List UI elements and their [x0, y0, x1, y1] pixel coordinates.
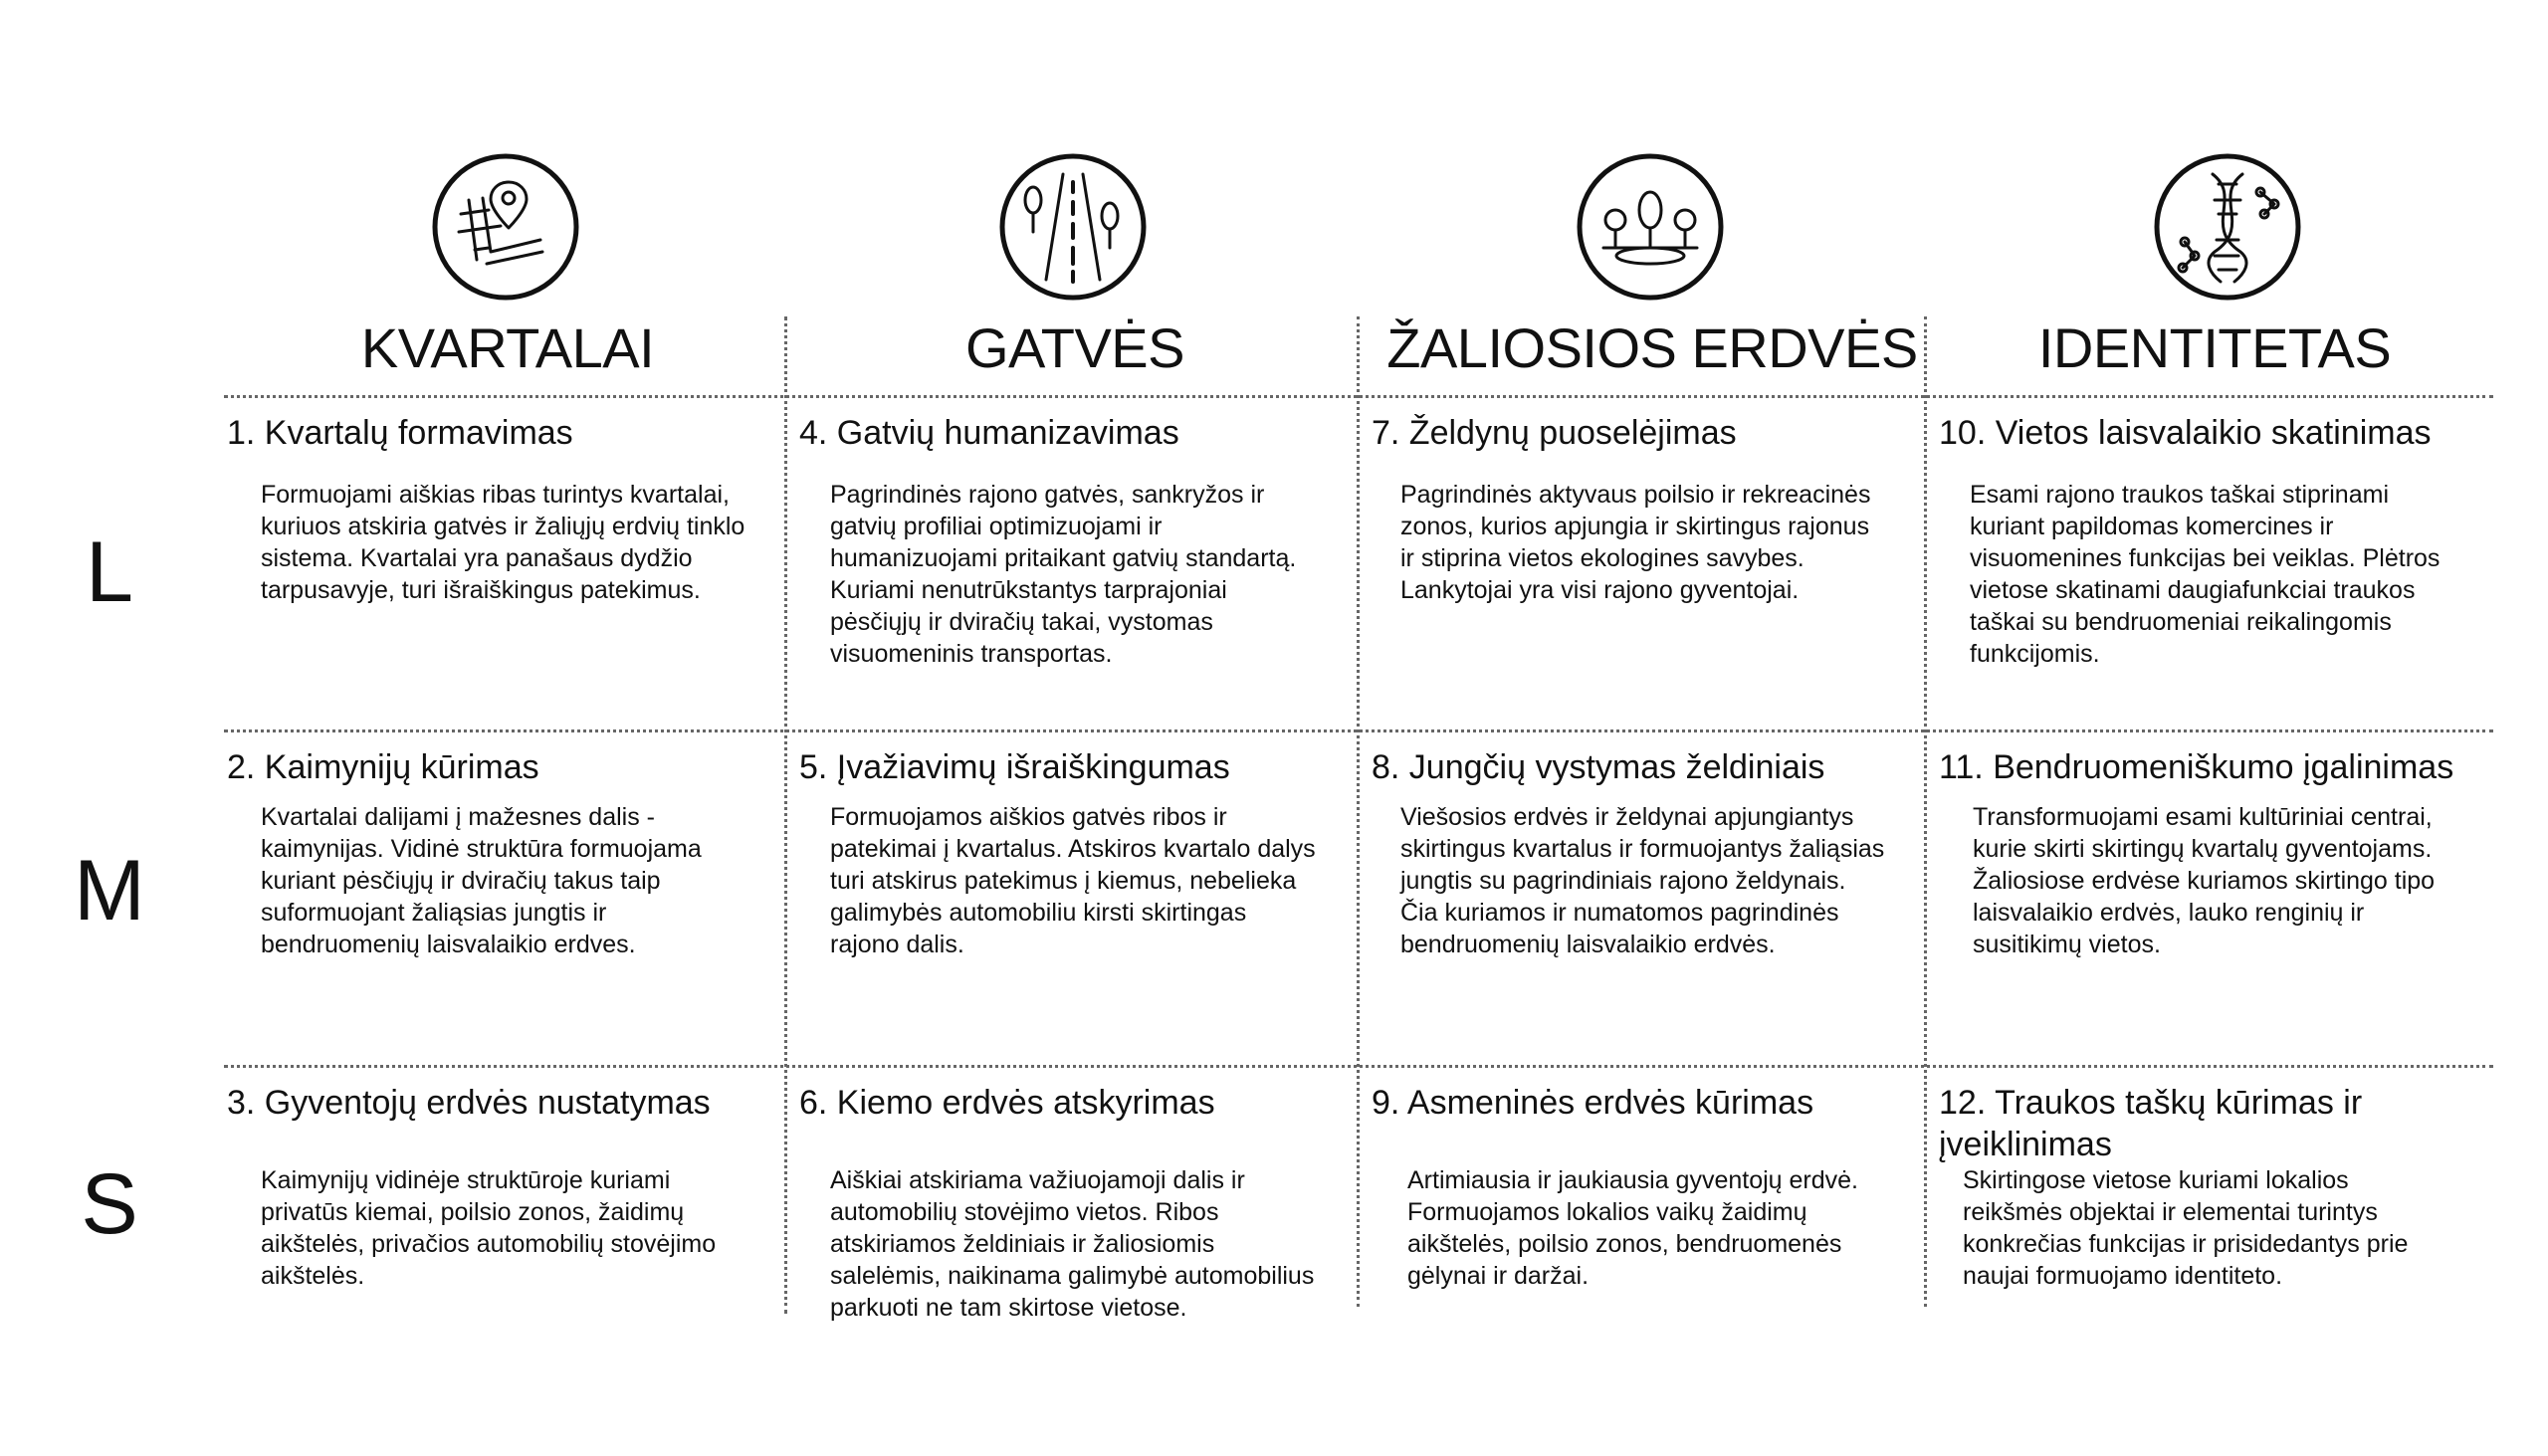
column-divider — [1924, 316, 1927, 1307]
cell-title-12: 12. Traukos taškų kūrimas ir įveiklinimas — [1939, 1084, 2363, 1163]
road-trees-icon — [998, 152, 1148, 302]
row-letter-s: S — [81, 1156, 138, 1252]
column-title-zaliosios-erdves: ŽALIOSIOS ERDVĖS — [1386, 316, 1918, 379]
cell-title-6: 6. Kiemo erdvės atskyrimas — [799, 1084, 1215, 1122]
column-title-gatves: GATVĖS — [964, 316, 1184, 379]
cell-title-3: 3. Gyventojų erdvės nustatymas — [227, 1084, 711, 1122]
cell-text-11: Transformuojami esami kultūriniai centrai, kurie skirti skirtingų kvartalų gyventojams. Žaliosiose erdvėse kuriamos skirtingo tipo laisvalaikio erdvės, lauko renginių ir susitikimų vietos. — [1973, 803, 2436, 958]
map-pin-streets-icon — [431, 152, 580, 302]
cell-text-3: Kaimynijų vidinėje struktūroje kuriami privatūs kiemai, poilsio zonos, žaidimų aikštelės, privačios automobilių stovėjimo aikštelės. — [261, 1166, 717, 1290]
cell-title-10: 10. Vietos laisvalaikio skatinimas — [1939, 414, 2432, 452]
row-divider — [224, 1065, 2493, 1068]
cell-text-4: Pagrindinės rajono gatvės, sankryžos ir gatvių profiliai optimizuojami ir humanizuojami pritaikant gatvių standartą. Kuriami nenutrūkstantys tarprajoniai pėsčiųjų ir dviračių takai, vystomas visuomeninis transportas. — [830, 481, 1297, 668]
cell-title-7: 7. Želdynų puoselėjimas — [1372, 414, 1737, 452]
cell-text-7: Pagrindinės aktyvaus poilsio ir rekreacinės zonos, kurios apjungia ir skirtingus rajonus ir stiprina vietos ekologines savybes. Lankytojai yra visi rajono gyventojai. — [1400, 481, 1871, 604]
cell-title-4: 4. Gatvių humanizavimas — [799, 414, 1179, 452]
column-divider — [1357, 316, 1360, 1307]
row-letter-m: M — [74, 843, 145, 938]
column-title-kvartalai: KVARTALAI — [360, 316, 655, 379]
cell-title-11: 11. Bendruomeniškumo įgalinimas — [1939, 748, 2454, 786]
cell-title-5: 5. Įvažiavimų išraiškingumas — [799, 748, 1230, 786]
row-letter-l: L — [86, 524, 133, 620]
cell-title-9: 9. Asmeninės erdvės kūrimas — [1372, 1084, 1814, 1122]
cell-text-8: Viešosios erdvės ir želdynai apjungiantys skirtingus kvartalus ir formuojantys žaliąsias jungtis su pagrindiniais rajono želdynais. Čia kuriamos ir numatomos pagrindinės bendruomenių laisvalaikio erdvės. — [1400, 803, 1885, 958]
column-title-identitetas: IDENTITETAS — [2037, 316, 2392, 379]
cell-title-1: 1. Kvartalų formavimas — [227, 414, 573, 452]
cell-title-2: 2. Kaimynijų kūrimas — [227, 748, 539, 786]
cell-text-1: Formuojami aiškias ribas turintys kvartalai, kuriuos atskiria gatvės ir žaliųjų erdvių tinklo sistema. Kvartalai yra panašaus dydžio tarpusavyje, turi išraiškingus patekimus. — [261, 481, 745, 604]
cell-text-12: Skirtingose vietose kuriami lokalios reikšmės objektai ir elementai turintys konkrečias funkcijas ir prisidedantys prie naujai formuojamo identiteto. — [1963, 1166, 2409, 1290]
column-divider — [784, 316, 787, 1314]
cell-text-2: Kvartalai dalijami į mažesnes dalis - kaimynijas. Vidinė struktūra formuojama kuriant pėsčiųjų ir dviračių takus taip suformuojant žaliąsias jungtis ir bendruomenių laisvalaikio erdves. — [261, 803, 702, 958]
dna-molecule-icon — [2153, 152, 2302, 302]
cell-title-8: 8. Jungčių vystymas želdiniais — [1372, 748, 1825, 786]
row-divider — [224, 395, 2493, 398]
trees-pond-icon — [1576, 152, 1725, 302]
cell-text-9: Artimiausia ir jaukiausia gyventojų erdvė. Formuojamos lokalios vaikų žaidimų aikštelės, poilsio zonos, bendruomenės gėlynai ir daržai. — [1407, 1166, 1858, 1290]
cell-text-6: Aiškiai atskiriama važiuojamoji dalis ir automobilių stovėjimo vietos. Ribos atskiriamos želdiniais ir žaliosiomis salelėmis, naikinama galimybė automobilius parkuoti ne tam skirtose vietose. — [830, 1166, 1315, 1322]
cell-text-5: Formuojamos aiškios gatvės ribos ir patekimai į kvartalus. Atskiros kvartalo dalys turi atskirus patekimus į kiemus, nebelieka galimybės automobiliu kirsti skirtingas rajono dalis. — [830, 803, 1316, 958]
cell-text-10: Esami rajono traukos taškai stiprinami kuriant papildomas komercines ir visuomenines funkcijas bei veiklas. Plėtros vietose skatinami daugiafunkciai traukos taškai su bendruomeniai reikalingomis funkcijomis. — [1970, 481, 2441, 668]
row-divider — [224, 729, 2493, 732]
